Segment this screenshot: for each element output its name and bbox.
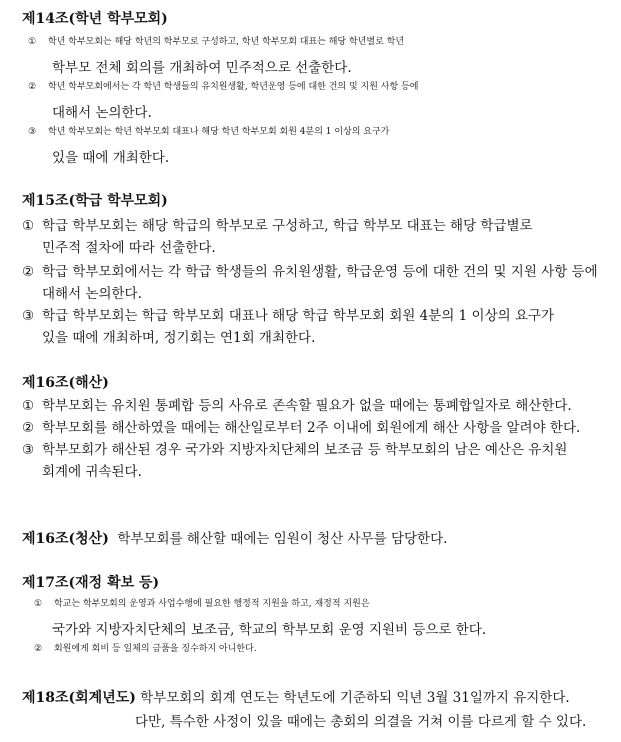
article-16-liquidation-text: 학부모회를 해산할 때에는 임원이 청산 사무를 담당한다. [117, 531, 448, 547]
article-16-item-3-cont: 회계에 귀속된다. [42, 464, 142, 480]
article-17-item-1: ① 학교는 학부모회의 운영과 사업수행에 필요한 행정적 지원을 하고, 재정적 지원은 [34, 599, 370, 609]
article-17-title: 제17조(재정 확보 등) [22, 575, 160, 591]
article-17-item-1-cont: 국가와 지방자치단체의 보조금, 학교의 학부모회 운영 지원비 등으로 한다. [52, 622, 487, 638]
item-number: ③ [22, 442, 35, 458]
item-number: ① [28, 37, 37, 47]
article-15-title: 제15조(학급 학부모회) [22, 193, 168, 209]
item-number: ③ [22, 308, 35, 324]
item-number: ① [22, 398, 35, 414]
item-number: ① [34, 599, 43, 609]
item-number: ② [22, 264, 35, 280]
item-number: ② [28, 82, 37, 92]
article-15-item-2-cont: 대해서 논의한다. [42, 286, 142, 302]
article-15-item-2: ② 학급 학부모회에서는 각 학급 학생들의 유치원생활, 학급운영 등에 대한 건의 및 지원 사항 등에 [22, 264, 598, 280]
item-number: ① [22, 218, 35, 234]
article-18-title: 제18조(회계년도) [22, 690, 136, 706]
article-16-title: 제16조(해산) [22, 375, 109, 391]
item-number: ② [22, 420, 35, 436]
article-16-item-1: ① 학부모회는 유치원 통폐합 등의 사유로 존속할 필요가 없을 때에는 통폐합일자로 해산한다. [22, 398, 572, 414]
article-15-item-1-cont: 민주적 절차에 따라 선출한다. [42, 240, 216, 256]
article-16-item-3: ③ 학부모회가 해산된 경우 국가와 지방자치단체의 보조금 등 학부모회의 남은 예산은 유치원 [22, 442, 568, 458]
article-16-liquidation-title: 제16조(청산) [22, 531, 109, 547]
article-15-item-3: ③ 학급 학부모회는 학급 학부모회 대표나 해당 학급 학부모회 회원 4분의 1 이상의 요구가 [22, 308, 555, 324]
article-18-line-1: 학부모회의 회계 연도는 학년도에 기준하되 익년 3월 31일까지 유지한다. [140, 690, 570, 706]
article-18 [22, 686, 570, 707]
article-16-item-2: ② 학부모회를 해산하였을 때에는 해산일로부터 2주 이내에 회원에게 해산 사항을 알려야 한다. [22, 420, 581, 436]
article-16-liquidation [22, 527, 447, 548]
article-14-item-2-cont: 대해서 논의한다. [52, 105, 152, 121]
article-15-item-3-cont: 있을 때에 개최하며, 정기회는 연1회 개최한다. [42, 330, 316, 346]
article-14-item-2: ② 학년 학부모회에서는 각 학년 학생들의 유치원생활, 학년운영 등에 대한 건의 및 지원 사항 등에 [28, 82, 419, 92]
article-14-item-1-cont: 학부모 전체 회의를 개최하여 민주적으로 선출한다. [52, 60, 352, 76]
article-17-item-2: ② 회원에게 회비 등 일체의 금품을 징수하지 아니한다. [34, 644, 257, 654]
article-14-title: 제14조(학년 학부모회) [22, 11, 168, 27]
article-15-item-1: ① 학급 학부모회는 해당 학급의 학부모로 구성하고, 학급 학부모 대표는 해당 학급별로 [22, 218, 533, 234]
article-18-line-2: 다만, 특수한 사정이 있을 때에는 총회의 의결을 거쳐 이를 다르게 할 수 있다. [135, 714, 587, 730]
item-number: ② [34, 644, 43, 654]
article-14-item-3-cont: 있을 때에 개최한다. [52, 150, 170, 166]
article-14-item-1: ① 학년 학부모회는 해당 학년의 학부모로 구성하고, 학년 학부모회 대표는 해당 학년별로 학년 [28, 37, 405, 47]
item-number: ③ [28, 127, 37, 137]
article-14-item-3: ③ 학년 학부모회는 학년 학부모회 대표나 해당 학년 학부모회 회원 4분의 1 이상의 요구가 [28, 127, 390, 137]
